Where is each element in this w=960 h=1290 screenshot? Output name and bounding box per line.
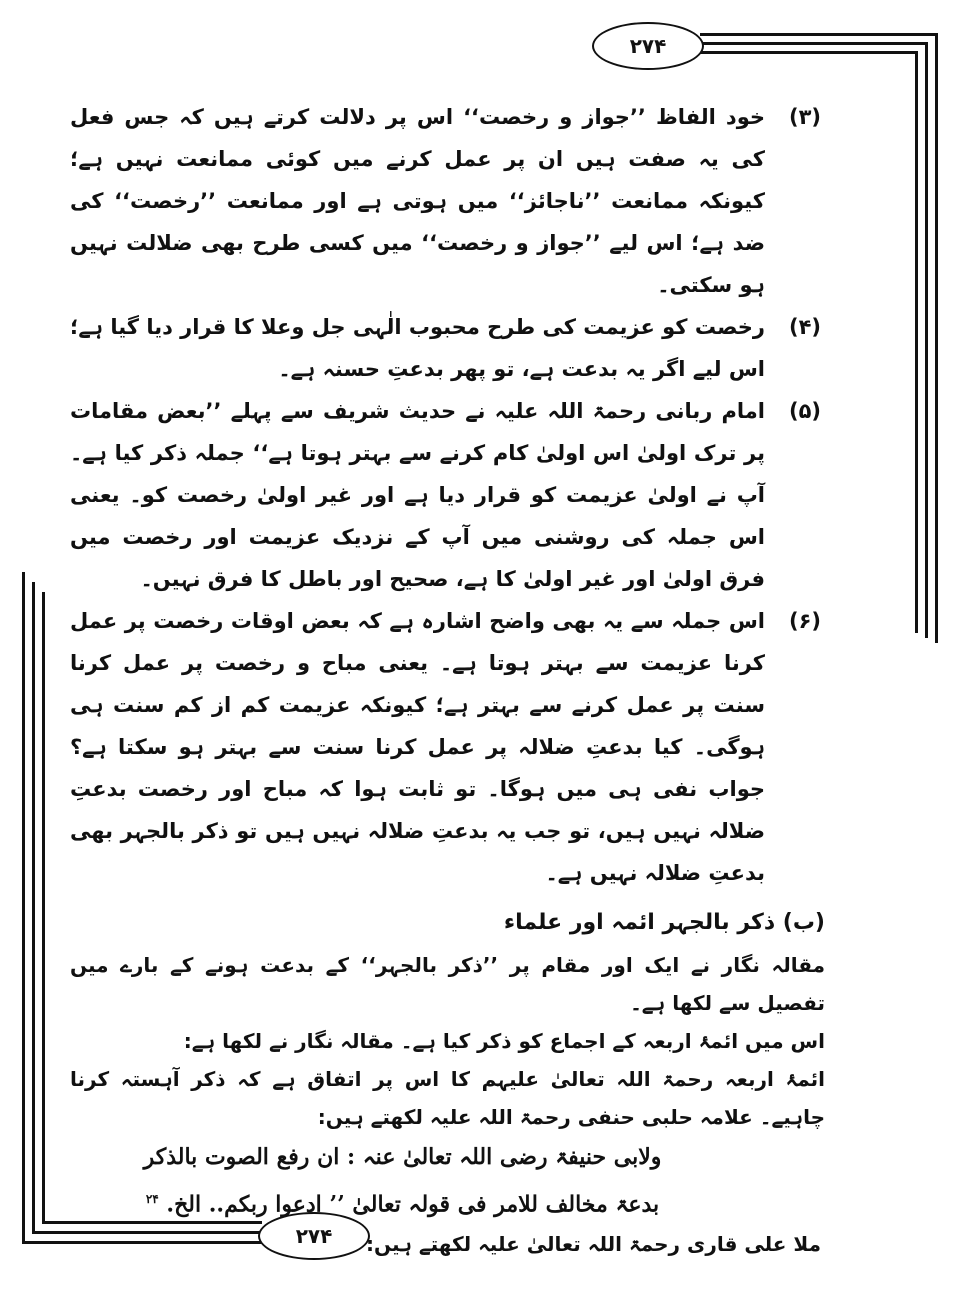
frame-left-line-outer [22, 572, 25, 1244]
paragraph-text: رخصت کو عزیمت کی طرح محبوب الٰہی جل وعلا کا قرار دیا گیا ہے؛ اس لیے اگر یہ بدعت ہے، تو پھر بدعتِ حسنہ ہے۔ [70, 315, 765, 381]
paragraph-text: خود الفاظ ’’جواز و رخصت‘‘ اس پر دلالت کرتے ہیں کہ جس فعل کی یہ صفت ہیں ان پر عمل کرنے میں کوئی ممانعت نہیں ہے؛ کیونکہ ممانعت ’’ناجائز‘‘ میں ہوتی ہے اور ممانعت ’’رخصت‘‘ کی ضد ہے؛ اس لیے ’’جواز و رخصت‘‘ میں کسی طرح بھی ضلالت نہیں ہو سکتی۔ [70, 105, 765, 297]
arabic-quote-line: ولابی حنیفۃ رضی اللہ تعالیٰ عنہ : ان رفع الصوت بالذکر [143, 1144, 662, 1170]
section-line: ملا علی قاری رحمۃ اللہ تعالیٰ علیہ لکھتے ہیں: [366, 1232, 821, 1257]
frame-top-line-inner [700, 51, 918, 54]
frame-right-line-middle [925, 42, 928, 638]
paragraph-number: (۶) [788, 609, 821, 633]
bottom-page-number: ۲۷۴ [258, 1212, 370, 1260]
section-line: اس میں ائمۂ اربعہ کے اجماع کو ذکر کیا ہے۔ مقالہ نگار نے لکھا ہے: [183, 1029, 825, 1053]
section-line: ائمۂ اربعہ رحمۃ اللہ تعالیٰ علیہم کا اس پر اتفاق ہے کہ ذکر آہستہ کرنا چاہیے۔ علامہ حلبی حنفی رحمۃ اللہ علیہ لکھتے ہیں: [70, 1067, 825, 1129]
footnote-reference: ۲۴ [145, 1192, 159, 1206]
frame-right-line-outer [935, 33, 938, 643]
arabic-quote-text: بدعۃ مخالف للامر فی قولہ تعالیٰ ’’ ادعوا ربکم.. الخ. [166, 1191, 660, 1218]
paragraph-text: اس جملہ سے یہ بھی واضح اشارہ ہے کہ بعض اوقات رخصت پر عمل کرنا عزیمت سے بہتر ہوتا ہے۔ یعنی مباح و رخصت پر عمل کرنا سنت پر عمل کرنے سے بہتر ہے؛ کیونکہ عزیمت کم از کم سنت ہی ہوگی۔ کیا بدعتِ ضلالہ پر عمل کرنا سنت سے بہتر ہو سکتا ہے؟ جواب نفی ہی میں ہوگا۔ تو ثابت ہوا کہ مباح اور رخصت بدعتِ ضلالہ نہیں ہیں، تو جب یہ بدعتِ ضلالہ نہیں ہیں تو ذکر بالجہر بھی بدعتِ ضلالہ نہیں ہے۔ [70, 609, 765, 885]
top-page-number: ۲۷۴ [592, 22, 704, 70]
paragraph-number: (۵) [788, 399, 821, 423]
section-line: مقالہ نگار نے ایک اور مقام پر ’’ذکر بالجہر‘‘ کے بدعت ہونے کے بارے میں تفصیل سے لکھا ہے۔ [70, 953, 825, 1015]
section-heading: (ب) ذکر بالجہر ائمہ اور علماء [503, 910, 825, 935]
numbered-paragraph [70, 390, 825, 600]
paragraph-number: (۴) [788, 315, 821, 339]
arabic-quote-line [70, 1178, 825, 1225]
frame-left-line-middle [32, 582, 35, 1234]
frame-top-line-middle [700, 42, 928, 45]
frame-top-line-outer [700, 33, 938, 36]
frame-right-line-inner [915, 51, 918, 633]
numbered-paragraph [70, 600, 825, 894]
numbered-paragraph [70, 96, 825, 306]
frame-left-line-inner [42, 592, 45, 1224]
paragraph-text: امام ربانی رحمۃ اللہ علیہ نے حدیث شریف سے پہلے ’’بعض مقامات پر ترک اولیٰ اس اولیٰ کام کرنے سے بہتر ہوتا ہے‘‘ جملہ ذکر کیا ہے۔ آپ نے اولیٰ عزیمت کو قرار دیا ہے اور غیر اولیٰ رخصت کو۔ یعنی اس جملہ کی روشنی میں آپ کے نزدیک عزیمت اور رخصت میں فرق اولیٰ اور غیر اولیٰ کا ہے، صحیح اور باطل کا فرق نہیں۔ [70, 399, 765, 591]
page-body [70, 96, 825, 1263]
numbered-paragraph [70, 306, 825, 390]
paragraph-number: (۳) [788, 105, 821, 129]
